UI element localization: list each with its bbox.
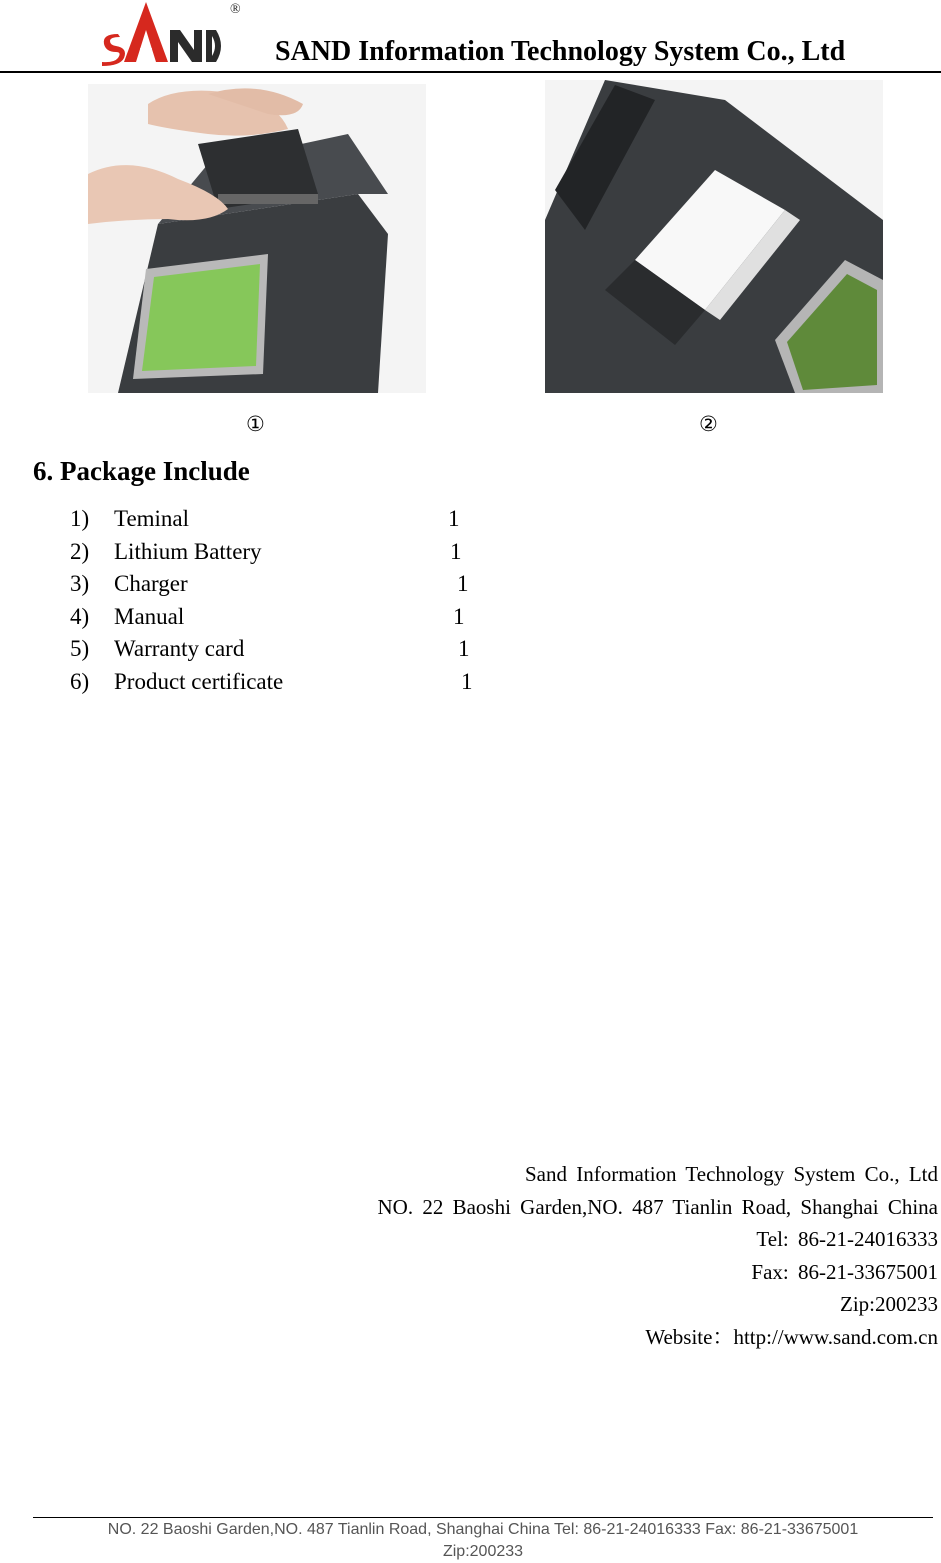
contact-website[interactable]: Website：http://www.sand.com.cn <box>645 1324 938 1349</box>
item-quantity: 1 <box>461 668 473 694</box>
figure-caption-2: ② <box>699 412 718 436</box>
list-item <box>70 571 490 604</box>
item-name: Manual <box>114 603 185 629</box>
contact-address: NO. 22 Baoshi Garden,NO. 487 Tianlin Road, Shanghai China <box>377 1194 938 1219</box>
footer-zip-line: Zip:200233 <box>442 1543 524 1560</box>
header-company-title: SAND Information Technology System Co., Ltd <box>275 36 846 67</box>
contact-zip: Zip:200233 <box>840 1292 938 1316</box>
item-quantity: 1 <box>453 603 465 629</box>
page-footer <box>0 1519 941 1563</box>
item-number: 2) <box>70 538 90 564</box>
item-name: Product certificate <box>114 668 284 694</box>
page-header <box>0 0 941 72</box>
item-number: 4) <box>70 603 90 629</box>
footer-address-line: NO. 22 Baoshi Garden,NO. 487 Tianlin Road, Shanghai China Tel: 86-21-24016333 Fax: 86-21-33675001 <box>107 1521 859 1538</box>
contact-company: Sand Information Technology System Co., Ltd <box>524 1162 938 1186</box>
contact-block <box>238 1158 938 1353</box>
list-item <box>70 506 490 539</box>
item-number: 6) <box>70 668 90 694</box>
item-quantity: 1 <box>458 636 470 662</box>
list-item <box>70 539 490 572</box>
list-item <box>70 636 490 669</box>
list-item <box>70 604 490 637</box>
item-name: Charger <box>114 571 188 597</box>
item-number: 3) <box>70 571 90 597</box>
photo-terminal-open-cover <box>88 84 426 393</box>
package-list <box>70 506 490 702</box>
contact-tel: Tel: 86-21-24016333 <box>756 1227 938 1251</box>
item-name: Teminal <box>114 506 190 531</box>
contact-fax: Fax: 86-21-33675001 <box>751 1259 938 1284</box>
list-item <box>70 669 490 702</box>
sand-logo <box>98 0 248 66</box>
item-name: Warranty card <box>114 636 245 662</box>
photo-terminal-paper-roll <box>545 80 883 393</box>
section-title: 6. Package Include <box>33 456 250 486</box>
item-name: Lithium Battery <box>114 538 262 564</box>
registered-mark: ® <box>230 2 241 17</box>
figure-caption-1: ① <box>246 412 265 436</box>
item-quantity: 1 <box>457 571 469 597</box>
header-divider <box>0 71 941 73</box>
item-quantity: 1 <box>450 538 462 564</box>
item-number: 5) <box>70 636 90 662</box>
footer-divider <box>33 1517 933 1518</box>
item-number: 1) <box>70 506 90 531</box>
item-quantity: 1 <box>448 506 460 531</box>
